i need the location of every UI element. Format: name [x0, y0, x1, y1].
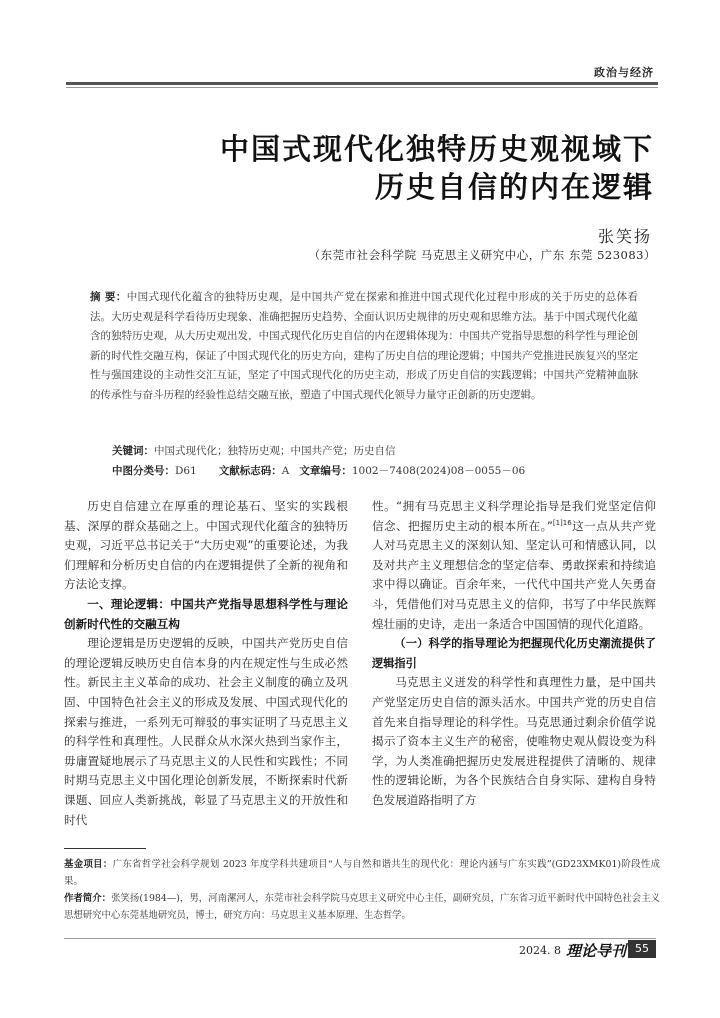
keywords-text: 中国式现代化；独特历史观；中国共产党；历史自信	[154, 445, 396, 457]
body-paragraph	[372, 497, 656, 634]
footnote-rule	[64, 848, 146, 849]
body-column-right	[372, 497, 656, 811]
article-number-value: 1002－7408(2024)08－0055－06	[351, 465, 526, 477]
body-text: 性。“拥有马克思主义科学理论指导是我们党坚定信仰信念、把握历史主动的根本所在。”	[372, 499, 656, 533]
journal-section-label: 政治与经济	[594, 66, 654, 79]
subsection-heading: （一）科学的指导理论为把握现代化历史潮流提供了逻辑指引	[372, 636, 656, 670]
doc-code-label: 文献标志码：	[218, 465, 282, 477]
abstract	[90, 288, 638, 405]
clc-value: D61	[175, 465, 197, 477]
classification-line	[112, 463, 525, 478]
footnote-author-bio	[64, 890, 660, 924]
header-rule	[66, 82, 658, 85]
title-line-1: 中国式现代化独特历史观视域下	[219, 132, 654, 166]
article-number-label: 文章编号：	[299, 465, 352, 477]
section-heading: 一、理论逻辑：中国共产党指导思想科学性与理论创新时代性的交融互构	[64, 596, 348, 631]
keywords	[112, 443, 396, 458]
keywords-label: 关键词：	[112, 445, 154, 457]
funding-label: 基金项目：	[64, 859, 113, 870]
journal-name: 理论导刊	[566, 942, 627, 960]
author-bio-label: 作者简介：	[64, 893, 112, 904]
clc-label: 中图分类号：	[112, 465, 175, 477]
article-title	[94, 130, 654, 206]
footer-rule	[64, 938, 656, 939]
body-column-left	[64, 497, 348, 830]
body-text: 这一点从共产党人对马克思主义的深刻认知、坚定认可和情感认同，以及对共产主义理想信念的坚定信奉、勇敢探索和持续追求中得以确证。百余年来，一代代中国共产党人矢勇奋斗，凭借他们对马克思主义的信仰，书写了中华民族辉煌壮丽的史诗，走出一条适合中国国情的现代化道路。	[372, 518, 656, 631]
body-paragraph: 理论逻辑是历史逻辑的反映，中国共产党历史自信的理论逻辑反映历史自信本身的内在规定性与生成必然性。新民主主义革命的成功、社会主义制度的确立及巩固、中国特色社会主义的形成及发展、中国式现代化的探索与推进，一系列无可辩驳的事实证明了马克思主义的科学性和真理性。人民群众从水深火热到当家作主，毋庸置疑地展示了马克思主义的人民性和实践性；不同时期马克思主义中国化理论创新发展，不断探索时代新课题、回应人类新挑战，彰显了马克思主义的开放性和时代	[64, 636, 348, 827]
citation-marker: [1]16	[552, 518, 572, 527]
author-bio-text: 张笑扬(1984—)，男，河南漯河人，东莞市社会科学院马克思主义研究中心主任，副研究员，广东省习近平新时代中国特色社会主义思想研究中心东莞基地研究员，博士，研究方向：马克思主义基本原理、生态哲学。	[64, 893, 660, 921]
body-paragraph: 马克思主义迸发的科学性和真理性力量，是中国共产党坚定历史自信的源头活水。中国共产党的历史自信首先来自指导理论的科学性。马克思通过剩余价值学说揭示了资本主义生产的秘密，使唯物史观从假设变为科学，为人类准确把握历史发展进程提供了清晰的、规律性的逻辑论断，为各个民族结合自身实际、建构自身特色发展道路指明了方	[372, 675, 656, 807]
doc-code-value: A	[281, 465, 290, 477]
abstract-text: 中国式现代化蕴含的独特历史观，是中国共产党在探索和推进中国式现代化过程中形成的关于历史的总体看法。大历史观是科学看待历史现象、准确把握历史趋势、全面认识历史规律的历史观和思维方法。基于中国式现代化蕴含的独特历史观，从大历史观出发，中国式现代化历史自信的内在逻辑体现为：中国共产党指导思想的科学性与理论创新的时代性交融互构，保证了中国式现代化的历史方向，建构了历史自信的理论逻辑；中国共产党推进民族复兴的坚定性与强国建设的主动性交汇互证，坚定了中国式现代化的历史主动，形成了历史自信的实践逻辑；中国共产党精神血脉的传承性与奋斗历程的经验性总结交融互嵌，塑造了中国式现代化领导力量守正创新的历史逻辑。	[90, 291, 638, 401]
abstract-label: 摘 要：	[90, 291, 127, 303]
footnote-funding	[64, 856, 660, 890]
issue-date: 2024. 8	[519, 944, 561, 957]
author-name: 张笑扬	[597, 227, 652, 246]
funding-text: 广东省哲学社会科学规划 2023 年度学科共建项目“人与自然和谐共生的现代化：理论内涵与广东实践”(GD23XMK01)阶段性成果。	[64, 859, 660, 887]
title-line-2: 历史自信的内在逻辑	[374, 170, 654, 204]
page-number: 55	[628, 940, 656, 958]
author-affiliation: （东莞市社会科学院 马克思主义研究中心，广东 东莞 523083）	[308, 248, 656, 262]
header-rule-thin	[66, 87, 658, 88]
body-paragraph: 历史自信建立在厚重的理论基石、坚实的实践根基、深厚的群众基础之上。中国式现代化蕴含的独特历史观，习近平总书记关于“大历史观”的重要论述，为我们理解和分析历史自信的内在逻辑提供了全新的视角和方法论支撑。	[64, 499, 348, 592]
